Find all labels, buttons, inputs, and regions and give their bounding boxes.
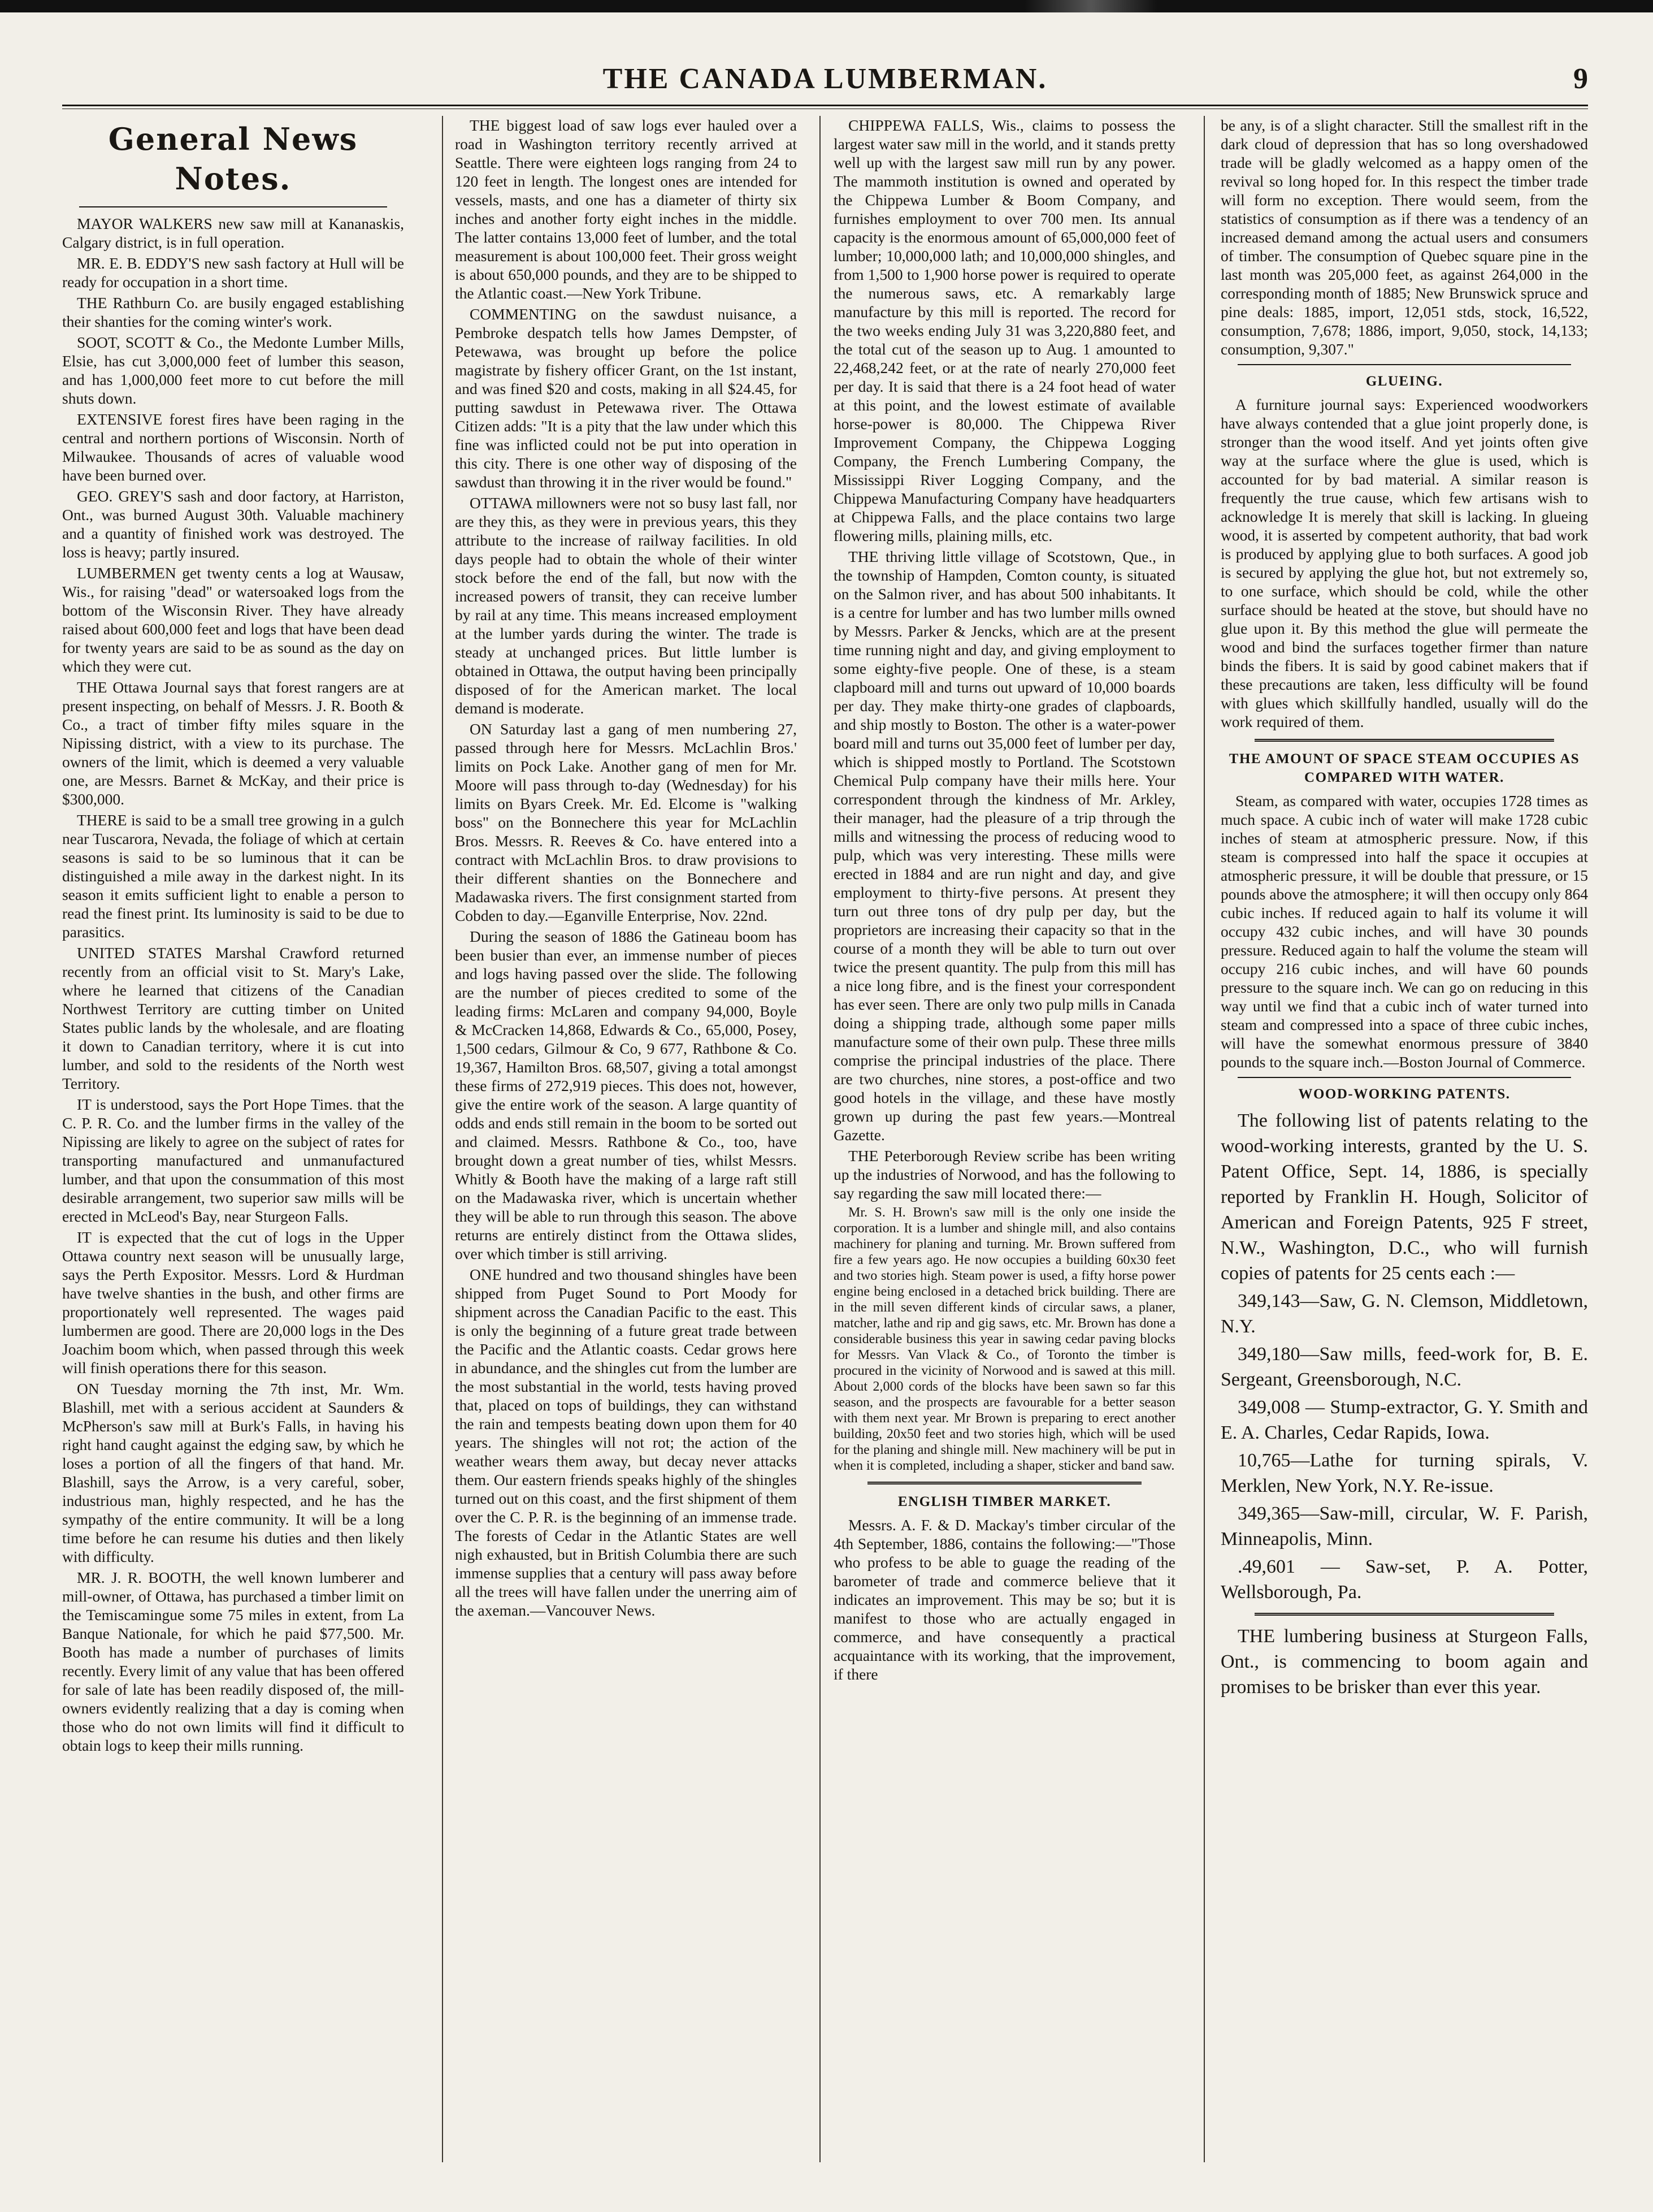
news-item: During the season of 1886 the Gatineau boom has been busier than ever, an immense number of pieces and logs having passed over the slide. The following are the number of pieces credited to some of the leading firms: McLaren and company 94,000, Boyle & McCracken 14,868, Edwards & Co., 65,000, Posey, 1,500 cedars, Gilmour & Co, 9 677, Rathbone & Co. 19,367, Hamilton Bros. 68,507, giving a total amongst these firms of 272,919 pieces. This does not, however, give the entire work of the season. A large quantity of odds and ends still remain in the boom to be sorted out and claimed. Messrs. Rathbone & Co., too, have brought down a great number of ties, whilst Messrs. Whitly & Booth have the making of a large raft still on the Madawaska river, which is uncertain whether they will be able to run through this season. The above returns are entirely distinct from the Ottawa slides, over which timber is still arriving. [455, 928, 797, 1262]
column-3 [834, 116, 1175, 2162]
column-4 [1221, 116, 1588, 2162]
column-separator [442, 116, 443, 2162]
patents-section [1221, 1108, 1588, 1700]
column-1 [62, 116, 404, 2162]
article-body: Steam, as compared with water, occupies 1728 times as much space. A cubic inch of water will make 1728 cubic inches of steam at atmospheric pressure. Now, if this steam is compressed into half the space it occupies at atmospheric pressure, it will be double that pressure, or 15 pounds above the atmosphere; it will then occupy only 864 cubic inches. If reduced again to half its volume it will occupy 432 cubic inches, and will have 30 pounds pressure. Reduced again to half the volume the steam will occupy 216 cubic inches, and will have 60 pounds pressure to the square inch. We can go on reducing in this way until we find that a cubic inch of water turned into steam and compressed into a space of three cubic inches, will have the somewhat enormous pressure of 3840 pounds to the square inch.—Boston Journal of Commerce. [1221, 792, 1588, 1071]
news-item: SOOT, SCOTT & Co., the Medonte Lumber Mills, Elsie, has cut 3,000,000 feet of lumber this season, and has 1,000,000 feet more to cut before the mill shuts down. [62, 334, 404, 407]
divider [79, 206, 387, 207]
news-item: THE Rathburn Co. are busily engaged establishing their shanties for the coming winter's work. [62, 294, 404, 330]
news-item: UNITED STATES Marshal Crawford returned recently from an official visit to St. Mary's Lake, where he learned that citizens of the Canadian Northwest Territory are cutting timber on United States public lands by the wholesale, and are floating it down to Canadian territory, where it is cut into lumber, and sold to the residents of the North west Territory. [62, 944, 404, 1092]
masthead-rule [62, 105, 1588, 106]
news-item: MR. E. B. EDDY'S new sash factory at Hull will be ready for occupation in a short time. [62, 254, 404, 291]
news-item: ON Saturday last a gang of men numbering 27, passed through here for Messrs. McLachlin Bros.' limits on Pock Lake. Another gang of men for Mr. Moore will pass through to-day (Wednesday) for his limits on Byars Creek. Mr. Ed. Elcome is "walking boss" on the Bonnechere this year for McLachlin Bros. Messrs. R. Reeves & Co. have entered into a contract with McLachlin Bros. to draw provisions to their different shanties on the Bonnechere and Madawaska rivers. The first consignment started from Cobden to day.—Eganville Enterprise, Nov. 22nd. [455, 720, 797, 924]
news-item: GEO. GREY'S sash and door factory, at Harriston, Ont., was burned August 30th. Valuable machinery and a quantity of finished work was destroyed. The loss is heavy; partly insured. [62, 487, 404, 561]
news-item: ON Tuesday morning the 7th inst, Mr. Wm. Blashill, met with a serious accident at Saunders & McPherson's saw mill at Burk's Falls, in having his right hand caught against the edging saw, by which he loses a portion of all the fingers of that hand. Mr. Blashill, says the Arrow, is a very careful, sober, industrious man, highly respected, and he has the sympathy of the entire community. It will be a long time before he can resume his duties and then likely with difficulty. [62, 1380, 404, 1565]
news-item: THE lumbering business at Sturgeon Falls, Ont., is commencing to boom again and promises to be brisker than ever this year. [1221, 1626, 1588, 1698]
article-heading: ENGLISH TIMBER MARKET. [897, 1494, 1112, 1509]
news-item: THE Peterborough Review scribe has been writing up the industries of Norwood, and has the following to say regarding the saw mill located there:— [834, 1147, 1175, 1202]
article-heading: THE AMOUNT OF SPACE STEAM OCCUPIES AS COMPARED WITH WATER. [1229, 751, 1580, 785]
patents-intro: The following list of patents relating to the wood-working interests, granted by the U. S. Patent Office, Sept. 14, 1886, is specially reported by Franklin H. Hough, Solicitor of American and Foreign Patents, 925 F street, N.W., Washington, D.C., who will furnish copies of patents for 25 cents each :— [1221, 1110, 1588, 1284]
news-item: EXTENSIVE forest fires have been raging in the central and northern portions of Wisconsin. North of Milwaukee. Thousands of acres of valuable wood have been burned over. [62, 410, 404, 484]
article-body: Messrs. A. F. & D. Mackay's timber circular of the 4th September, 1886, contains the following:—"Those who profess to be able to guage the reading of the barometer of trade and commerce believe that it indicates an improvement. This may be so; but it is manifest to those who are actually engaged in commerce, and have consequently a practical acquaintance with its working, that the improvement, if there [834, 1516, 1175, 1683]
divider [1238, 364, 1571, 365]
news-item: IT is understood, says the Port Hope Times. that the C. P. R. Co. and the lumber firms in the valley of the Nipissing are likely to agree on the subject of rates for transporting manufactured and unmanufactured lumber, and that upon the consummation of this most desirable arrangement, two superior saw mills will be erected in McLeod's Bay, near Sturgeon Falls. [62, 1096, 404, 1225]
patent-item: 10,765—Lathe for turning spirals, V. Merklen, New York, N.Y. Re-issue. [1221, 1450, 1588, 1496]
article-heading: WOOD-WORKING PATENTS. [1298, 1086, 1511, 1102]
double-rule [1255, 1613, 1554, 1616]
patent-item: 349,008 — Stump-extractor, G. Y. Smith and E. A. Charles, Cedar Rapids, Iowa. [1221, 1397, 1588, 1443]
news-item: OTTAWA millowners were not so busy last fall, nor are they this, as they were in previous years, this they attribute to the increase of railway facilities. In old days people had to obtain the whole of their winter stock before the end of the fall, but now with the increased powers of transit, they can receive lumber by rail at any time. This means increased employment at the lumber yards during the winter. The trade is steady at unchanged prices. But little lumber is obtained in Ottawa, the output having been principally disposed of for the American market. The local demand is moderate. [455, 494, 797, 717]
top-border-bar [0, 0, 1653, 12]
news-item: THE biggest load of saw logs ever hauled over a road in Washington territory recently arrived at Seattle. There were eighteen logs ranging from 24 to 120 feet in length. The longest ones are intended for vessels, masts, and one has a diameter of thirty six inches and another forty eight inches in the middle. The latter contains 13,000 feet of lumber, and the total measurement is about 100,000 feet. Their gross weight is about 650,000 pounds, and they are to be shipped to the Atlantic coast.—New York Tribune. [455, 116, 797, 302]
news-item: ONE hundred and two thousand shingles have been shipped from Puget Sound to Port Moody for shipment across the Canadian Pacific to the east. This is only the beginning of a future great trade between the Pacific and the Atlantic coasts. Cedar grows here in abundance, and the shingles cut from the lumber are the most substantial in the world, tests having proved that, placed on tops of buildings, they can withstand the rain and tempests beating down upon them for 40 years. The shingles will not rot; the action of the weather wears them away, but decay never attacks them. Our eastern friends speaks highly of the shingles turned out on this coast, and the first shipment of them over the C. P. R. is the beginning of an immense trade. The forests of Cedar in the Atlantic States are well nigh exhausted, but in British Columbia there are such immense supplies that a century will pass away before all the trees will have fallen under the unerring aim of the axeman.—Vancouver News. [455, 1266, 797, 1619]
column-separator [1204, 116, 1205, 2162]
news-item: MR. J. R. BOOTH, the well known lumberer and mill-owner, of Ottawa, has purchased a timber limit on the Temiscamingue some 75 miles in extent, from La Banque Nationale, for which he paid $77,500. Mr. Booth has made a number of purchases of limits recently. Every limit of any value that has been offered for sale of late has been readily disposed of, the mill-owners evidently realizing that a day is coming when those who do not own limits will find it difficult to obtain logs to keep their mills running. [62, 1569, 404, 1754]
quoted-passage: Mr. S. H. Brown's saw mill is the only one inside the corporation. It is a lumber and shingle mill, and also contains machinery for planing and turning. Mr. Brown suffered from fire a few years ago. He now occupies a building 60x30 feet and two stories high. Steam power is used, a fifty horse power engine being enclosed in a detached brick building. There are in the mill seven different kinds of circular saws, a planer, matcher, lathe and rip and gig saws, etc. Mr. Brown has done a considerable business this year in sawing cedar paving blocks for Messrs. Van Vlack & Co., of Toronto the timber is procured in the vicinity of Norwood and is sawed at this mill. About 2,000 cords of the blocks have been sawn so far this season, and the prospects are favourable for a better season with them next year. Mr Brown is preparing to erect another building, 20x50 feet and two stories high, which will be used for the planing and shingle mill. New machinery will be put in when it is completed, including a shaper, sticker and band saw. [834, 1205, 1175, 1473]
divider [1238, 1077, 1571, 1078]
article-body: A furniture journal says: Experienced woodworkers have always contended that a glue joint properly done, is stronger than the wood itself. And yet joints often give way at the surface where the glue is used, which is accounted for by bad material. A similar reason is frequently the true cause, which few artisans wish to acknowledge It is merely that skill is lacking. In glueing wood, it is asserted by competent authority, that bad work is produced by applying glue to both surfaces. A good job is secured by applying the glue hot, but not extremely so, to one surface, which should be cold, while the other surface should be heated at the stove, but should have no glue upon it. By this method the glue will permeate the wood and bind the surfaces together firmer than nature binds the fibers. It is said by good cabinet makers that if these precautions are taken, less difficulty will be found with glues which skillfully handled, usually will do the work required of them. [1221, 396, 1588, 730]
column-2 [455, 116, 797, 2162]
newspaper-title: THE CANADA LUMBERMAN. [602, 63, 1048, 95]
news-item: IT is expected that the cut of logs in the Upper Ottawa country next season will be unusually large, says the Perth Expositor. Messrs. Lord & Hurdman have twelve shanties in the bush, and other firms are proportionately well represented. The wages paid lumbermen are good. There are 20,000 logs in the Des Joachim boom which, when passed through this week will finish operations there for this season. [62, 1228, 404, 1376]
page-number: 9 [1573, 63, 1588, 95]
patent-item: .49,601 — Saw-set, P. A. Potter, Wellsborough, Pa. [1221, 1556, 1588, 1603]
patent-item: 349,180—Saw mills, feed-work for, B. E. Sergeant, Greensborough, N.C. [1221, 1344, 1588, 1390]
patent-item: 349,365—Saw-mill, circular, W. F. Parish, Minneapolis, Minn. [1221, 1503, 1588, 1549]
patent-item: 349,143—Saw, G. N. Clemson, Middletown, N.Y. [1221, 1291, 1588, 1337]
news-item: THERE is said to be a small tree growing in a gulch near Tuscarora, Nevada, the foliage of which at certain seasons is said to be so luminous that it can be distinguished a mile away in the darkest night. In its season it emits sufficient light to enable a person to read the finest print. Its luminosity is said to be due to parasitics. [62, 811, 404, 941]
article-heading: GLUEING. [1365, 374, 1443, 389]
news-item: COMMENTING on the sawdust nuisance, a Pembroke despatch tells how James Dempster, of Petewawa, was brought up before the police magistrate by fishery officer Grant, on the 1st instant, and was fined $20 and costs, making in all $24.45, for putting sawdust in Petewawa river. The Ottawa Citizen adds: "It is a pity that the law under which this fine was inflicted could not be put into operation in this city. There is one other way of disposing of the sawdust than throwing it in the river would be found." [455, 305, 797, 491]
article-body: be any, is of a slight character. Still the smallest rift in the dark cloud of depression that has so long overshadowed trade will be gladly welcomed as a happy omen of the revival so long hoped for. In this respect the timber trade will form no exception. There would seem, from the statistics of consumption as if there was a tendency of an increased demand among the actual users and consumers of timber. The consumption of Quebec square pine in the last month was 205,000 feet, as against 264,000 in the corresponding month of 1885; New Brunswick spruce and pine deals: 1885, import, 12,051 stds, stock, 16,522, consumption, 7,678; 1886, import, 9,050, stock, 14,133; consumption, 9,307." [1221, 116, 1588, 358]
column-separator [819, 116, 821, 2162]
news-item: LUMBERMEN get twenty cents a log at Wausaw, Wis., for raising "dead" or watersoaked logs from the bottom of the Wisconsin River. They have already raised about 600,000 feet and logs that have been dead for twenty years are said to be as sound as the day on which they were cut. [62, 564, 404, 675]
double-rule [1255, 739, 1554, 742]
section-heading: General News Notes. [108, 121, 358, 197]
news-item: THE Ottawa Journal says that forest rangers are at present inspecting, on behalf of Messrs. J. R. Booth & Co., a tract of timber fifty miles square in the Nipissing district, with a view to its purchase. The owners of the limit, which is deemed a very valuable one, are Messrs. Barnet & McKay, and their price is $300,000. [62, 678, 404, 808]
masthead [62, 62, 1588, 102]
news-item: THE thriving little village of Scotstown, Que., in the township of Hampden, Comton county, is situated on the Salmon river, and has about 500 inhabitants. It is a centre for lumber and has two lumber mills owned by Messrs. Parker & Jencks, which are at the present time running night and day, and giving employment to some eighty-five people. One of these, is a steam clapboard mill and turns out upward of 10,000 boards per day. They make thirty-one grades of clapboards, and ship mostly to Boston. The other is a water-power board mill and turns out 35,000 feet of lumber per day, which is shipped mostly to Portland. The Scotstown Chemical Pulp company have their mills here. Your correspondent through the kindness of Mr. Arkley, their manager, had the pleasure of a trip through the mills and witnessing the process of reducing wood to pulp, which was very interesting. These mills were erected in 1884 and are run night and day, and give employment to thirty-five persons. At present they turn out three tons of dry pulp per day, but the proprietors are increasing their capacity so that in the course of a month they will be able to turn out over twice the present quantity. The pulp from this mill has a nice long fibre, and is the finest your correspondent has ever seen. There are only two pulp mills in Canada doing a shipping trade, although some paper mills manufacture some of their own pulp. These three mills comprise the principal industries of the place. There are two churches, nine stores, a post-office and two good hotels in the village, and these have mostly grown up during the past few years.—Montreal Gazette. [834, 548, 1175, 1144]
double-rule [867, 1482, 1142, 1484]
news-item: CHIPPEWA FALLS, Wis., claims to possess the largest water saw mill in the world, and it stands pretty well up with the largest saw mill run by any power. The mammoth institution is owned and operated by the Chippewa Lumber & Boom Company, and furnishes employment to over 700 men. Its annual capacity is the enormous amount of 65,000,000 feet of lumber; 10,000,000 lath; and 10,000,000 shingles, and from 1,500 to 1,900 horse power is required to operate the numerous saws, etc. A remarkably large manufacture by this mill is reported. The record for the two weeks ending July 31 was 3,220,880 feet, and the total cut of the season up to Aug. 1 amounted to 22,468,242 feet, or at the rate of nearly 270,000 feet per day. It is said that there is a 24 foot head of water at this point, and the lowest estimate of available horse-power is 80,000. The Chippewa River Improvement Company, the Chippewa Logging Company, the French Lumbering Company, the Mississippi River Logging Company, and the Chippewa Manufacturing Company have headquarters at Chippewa Falls, and the place contains two large flowering mills, plaining mills, etc. [834, 116, 1175, 544]
news-item: MAYOR WALKERS new saw mill at Kananaskis, Calgary district, is in full operation. [62, 215, 404, 251]
